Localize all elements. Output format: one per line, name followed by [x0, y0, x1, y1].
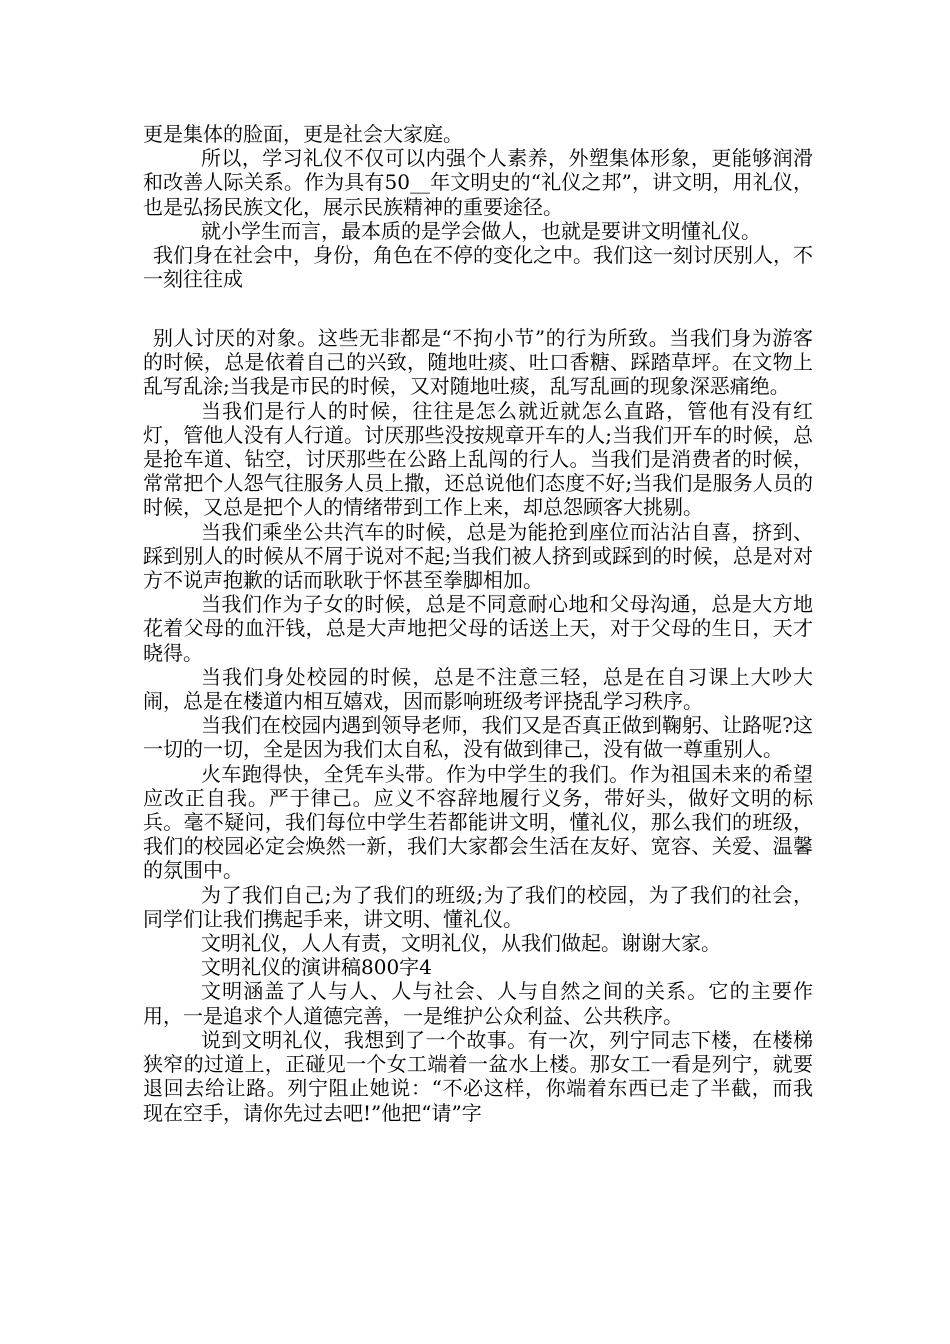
paragraph: 所以，学习礼仪不仅可以内强个人素养，外塑集体形象，更能够润滑和改善人际关系。作为具有50__年文明史的“礼仪之邦”，讲文明，用礼仪，也是弘扬民族文化，展示民族精神的重要途径。	[143, 146, 813, 219]
paragraph: 当我们作为子女的时候，总是不同意耐心地和父母沟通，总是大方地花着父母的血汗钱，总是大声地把父母的话送上天，对于父母的生日，天才晓得。	[143, 592, 813, 665]
paragraph: 文明涵盖了人与人、人与社会、人与自然之间的关系。它的主要作用，一是追求个人道德完善，一是维护公众利益、公共秩序。	[143, 979, 813, 1028]
paragraph: 我们身在社会中，身份，角色在不停的变化之中。我们这一刻讨厌别人，不一刻往往成	[143, 243, 813, 292]
paragraph: 当我们是行人的时候，往往是怎么就近就怎么直路，管他有没有红灯，管他人没有人行道。讨厌那些没按规章开车的人;当我们开车的时候，总是抢车道、钻空，讨厌那些在公路上乱闯的行人。当我们是消费者的时候，常常把个人怨气往服务人员上撒，还总说他们态度不好;当我们是服务人员的时候，又总是把个人的情绪带到工作上来，却总怨顾客大挑剔。	[143, 398, 813, 520]
paragraph: 更是集体的脸面，更是社会大家庭。	[143, 122, 463, 146]
text-block-upper	[143, 122, 813, 291]
text-block-lower	[143, 326, 813, 1125]
paragraph: 说到文明礼仪，我想到了一个故事。有一次，列宁同志下楼，在楼梯狭窄的过道上，正碰见一个女工端着一盆水上楼。那女工一看是列宁，就要退回去给让路。列宁阻止她说：“不必这样，你端着东西已走了半截，而我现在空手，请你先过去吧!”他把“请”字	[143, 1027, 813, 1125]
paragraph: 文明礼仪，人人有责，文明礼仪，从我们做起。谢谢大家。	[201, 931, 721, 956]
paragraph: 当我们身处校园的时候，总是不注意三轻，总是在自习课上大吵大闹，总是在楼道内相互嬉戏，因而影响班级考评挠乱学习秩序。	[143, 664, 813, 714]
paragraph: 当我们在校园内遇到领导老师，我们又是否真正做到鞠躬、让路呢?这一切的一切，全是因为我们太自私，没有做到律己，没有做一尊重别人。	[143, 713, 813, 762]
paragraph: 火车跑得快，全凭车头带。作为中学生的我们。作为祖国未来的希望应改正自我。严于律己。应义不容辞地履行义务，带好头，做好文明的标兵。毫不疑问，我们每位中学生若都能讲文明，懂礼仪，那么我们的班级，我们的校园必定会焕然一新，我们大家都会生活在友好、宽容、关爱、温馨的氛围中。	[143, 761, 813, 883]
paragraph: 别人讨厌的对象。这些无非都是“不拘小节”的行为所致。当我们身为游客的时候，总是依着自己的兴致，随地吐痰、吐口香糖、踩踏草坪。在文物上乱写乱涂;当我是市民的时候，又对随地吐痰，乱写乱画的现象深恶痛绝。	[143, 326, 813, 399]
section-heading: 文明礼仪的演讲稿800字4	[201, 955, 432, 980]
paragraph: 就小学生而言，最本质的是学会做人，也就是要讲文明懂礼仪。	[201, 218, 761, 243]
paragraph: 当我们乘坐公共汽车的时候，总是为能抢到座位而沾沾自喜，挤到、踩到别人的时候从不屑于说对不起;当我们被人挤到或踩到的时候，总是对对方不说声抱歉的话而耿耿于怀甚至拳脚相加。	[143, 519, 813, 593]
paragraph: 为了我们自己;为了我们的班级;为了我们的校园，为了我们的社会，同学们让我们携起手来，讲文明、懂礼仪。	[143, 882, 813, 931]
